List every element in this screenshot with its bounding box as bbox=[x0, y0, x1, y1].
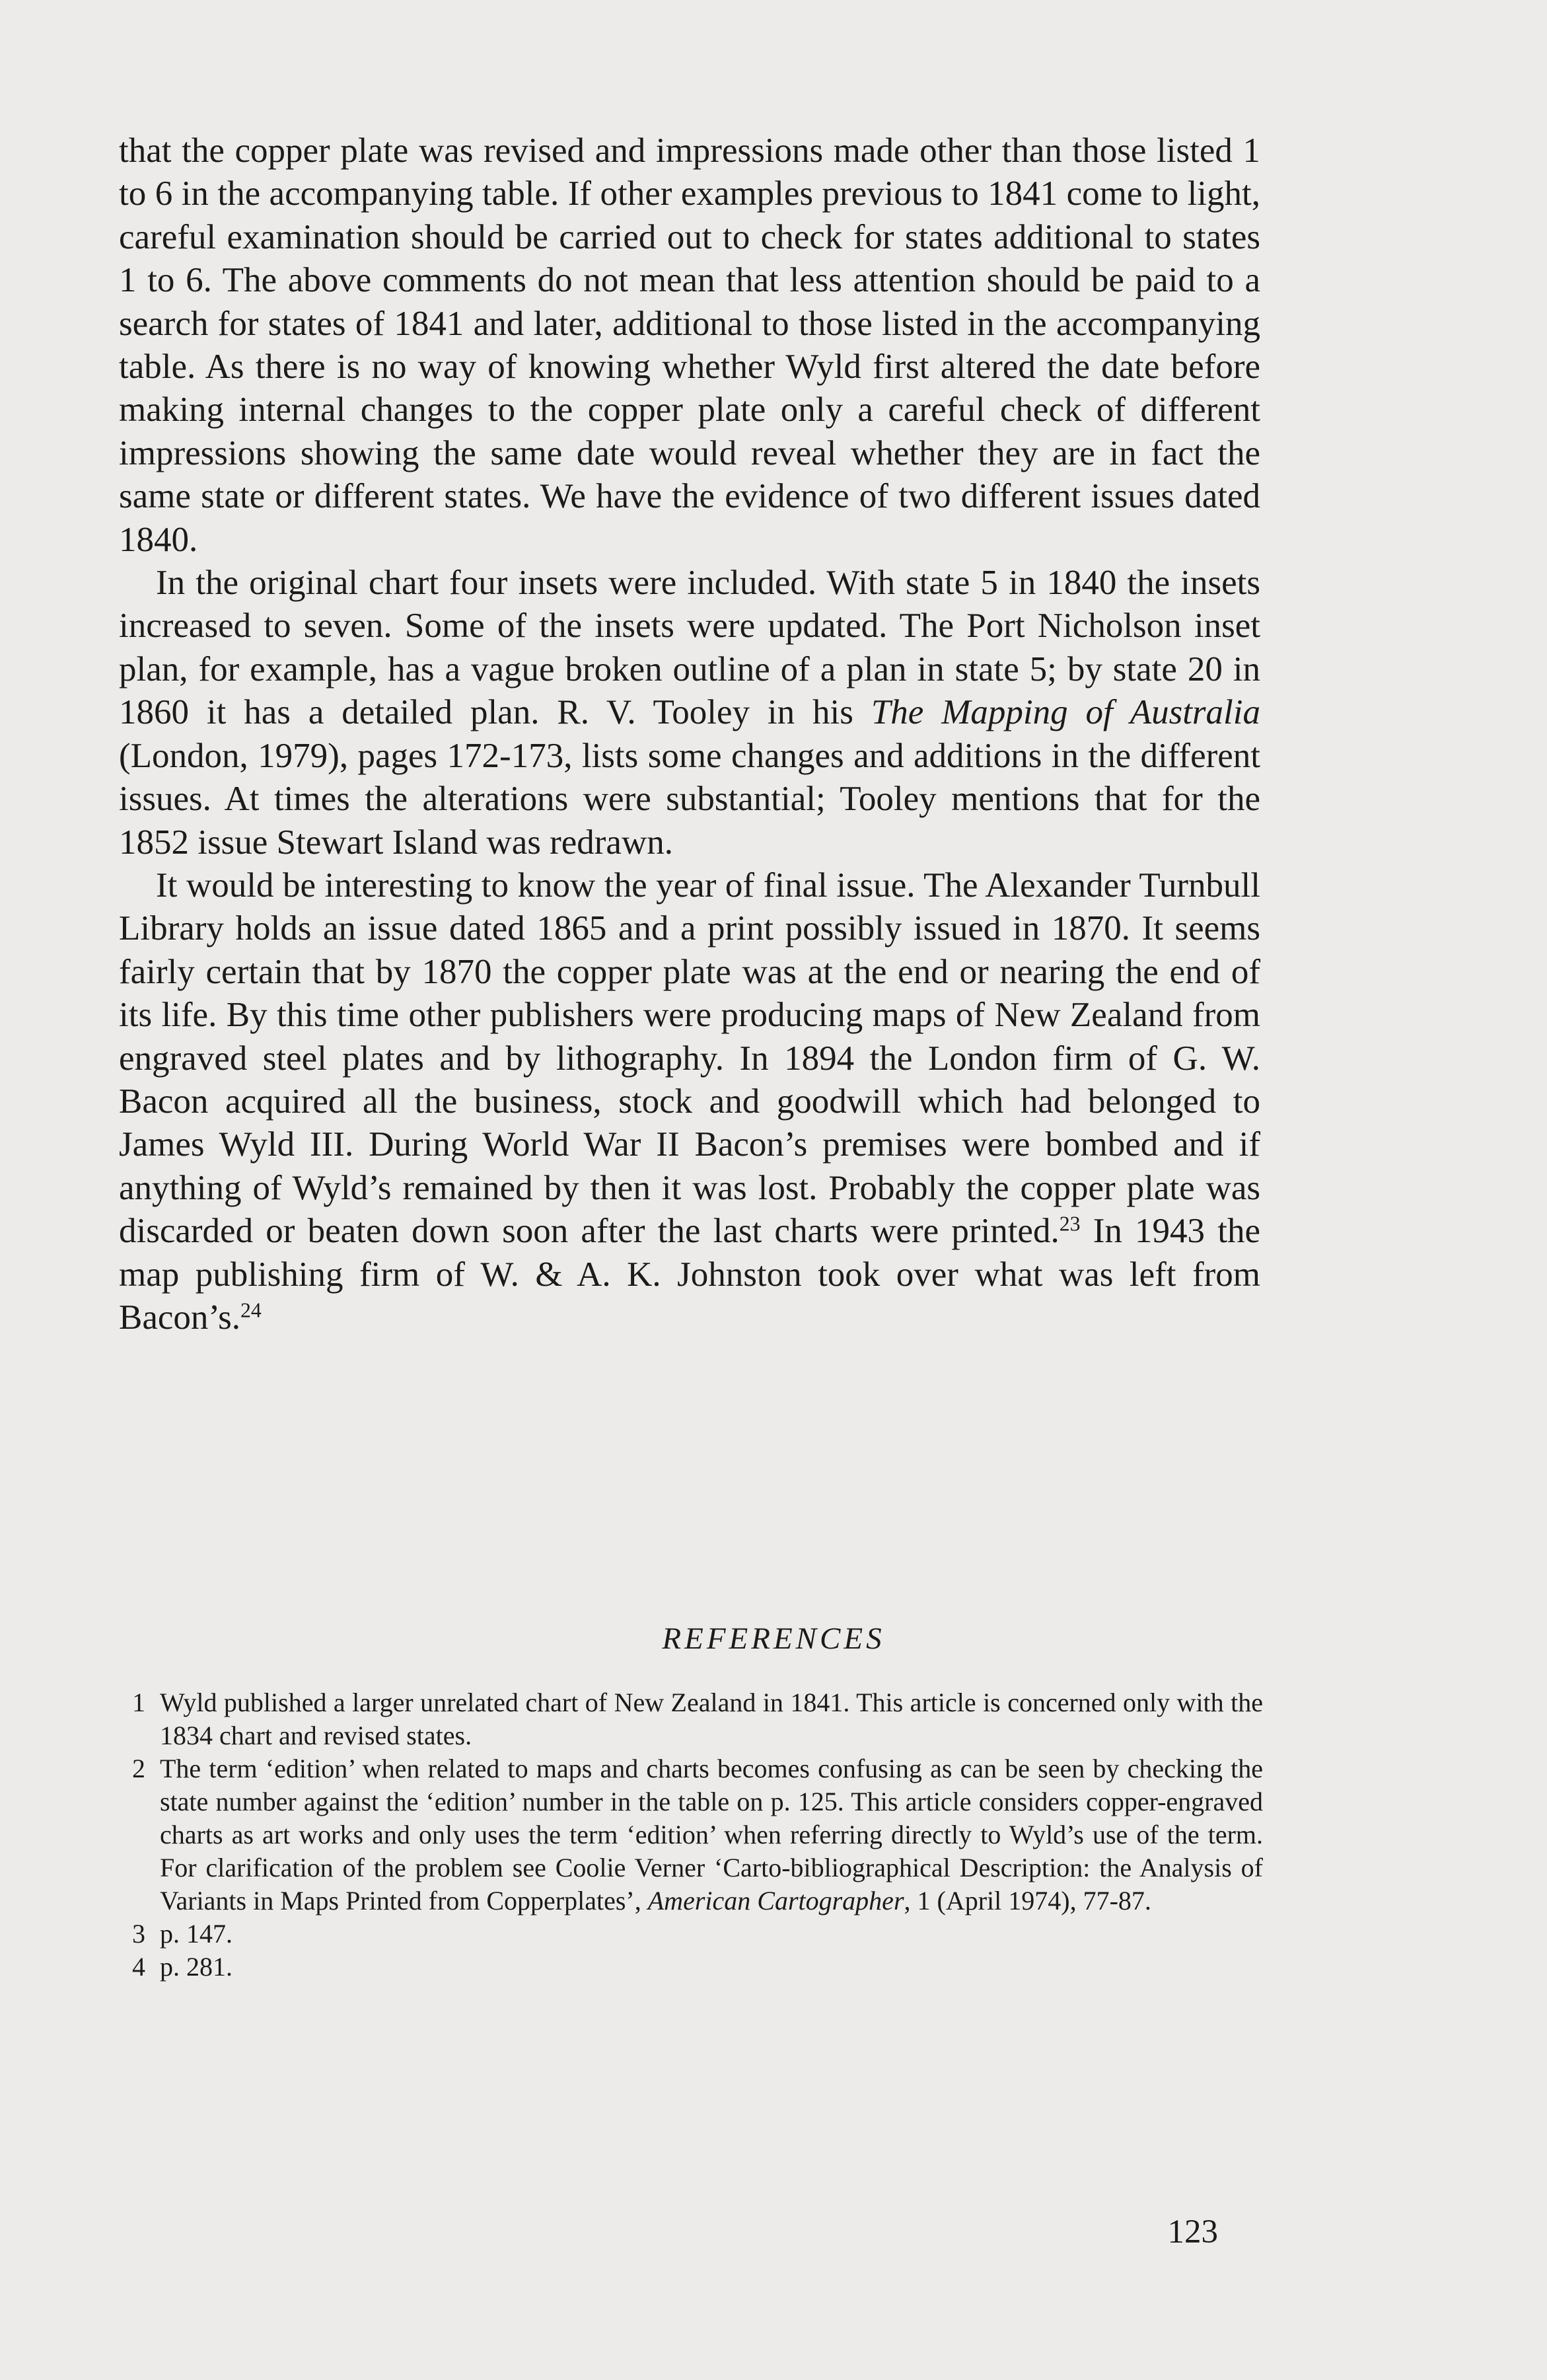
book-title: The Mapping of Australia bbox=[871, 693, 1260, 732]
paragraph-3 bbox=[119, 864, 1260, 1339]
reference-text bbox=[160, 1752, 1263, 1917]
reference-item bbox=[132, 1951, 1263, 1984]
reference-item bbox=[132, 1917, 1263, 1951]
reference-item bbox=[132, 1752, 1263, 1917]
reference-text-before: The term ‘edition’ when related to maps and charts becomes confusing as can be seen by checking the state number against the ‘edition’ number in the table on p. 125. This article considers copper-engraved charts as art works and only uses the term ‘edition’ when referring directly to Wyld’s use of the term. For clarification of the problem see Coolie Verner ‘Carto-bibliographical Description: the Analysis of Variants in Maps Printed from Copperplates’, bbox=[160, 1754, 1263, 1915]
reference-text: p. 147. bbox=[160, 1919, 233, 1949]
reference-number: 2 bbox=[132, 1754, 145, 1783]
reference-text: Wyld published a larger unrelated chart of New Zealand in 1841. This article is concerned only with the 1834 chart and revised states. bbox=[160, 1688, 1263, 1750]
reference-number: 3 bbox=[132, 1919, 145, 1949]
paragraph-3-text-part1: It would be interesting to know the year of final issue. The Alexander Turnbull Library holds an issue dated 1865 and a print possibly issued in 1870. It seems fairly certain that by 1870 the copper plate was at the end or nearing the end of its life. By this time other publishers were producing maps of New Zealand from engraved steel plates and by lithography. In 1894 the London firm of G. W. Bacon acquired all the business, stock and goodwill which had belonged to James Wyld III. During World War II Bacon’s premises were bombed and if anything of Wyld’s remained by then it was lost. Probably the copper plate was discarded or beaten down soon after the last charts were printed. bbox=[119, 866, 1260, 1251]
references-list bbox=[132, 1686, 1263, 1984]
body-text bbox=[119, 130, 1260, 1339]
footnote-marker-24: 24 bbox=[240, 1298, 262, 1322]
paragraph-2-text-before: In the original chart four insets were included. With state 5 in 1840 the insets increased to seven. Some of the insets were updated. The Port Nicholson inset plan, for example, has a vague broken outline of a plan in state 5; by state 20 in 1860 it has a detailed plan. R. V. Tooley in his bbox=[119, 564, 1260, 732]
paragraph-1-text: that the copper plate was revised and impressions made other than those listed 1 to 6 in the accompanying table. If other examples previous to 1841 come to light, careful examination should be carried out to check for states additional to states 1 to 6. The above comments do not mean that less attention should be paid to a search for states of 1841 and later, additional to those listed in the accompanying table. As there is no way of knowing whether Wyld first altered the date before making internal changes to the copper plate only a careful check of different impressions showing the same date would reveal whether they are in fact the same state or different states. We have the evidence of two different issues dated 1840. bbox=[119, 131, 1260, 559]
paragraph-3-text-part2: In 1943 the map publishing firm of W. & A. K. Johnston took over what was left from Bacon’s. bbox=[119, 1212, 1261, 1337]
references-heading: REFERENCES bbox=[662, 1621, 885, 1656]
reference-text: p. 281. bbox=[160, 1952, 233, 1982]
page-number: 123 bbox=[1167, 2213, 1218, 2250]
reference-number: 4 bbox=[132, 1952, 145, 1982]
journal-title: American Cartographer bbox=[647, 1886, 904, 1915]
paragraph-2 bbox=[119, 562, 1260, 864]
paragraph-1 bbox=[119, 130, 1260, 562]
footnote-marker-23: 23 bbox=[1059, 1212, 1081, 1236]
reference-item bbox=[132, 1686, 1263, 1752]
paragraph-2-text-after: (London, 1979), pages 172-173, lists some changes and additions in the different issues. At times the alterations were substantial; Tooley mentions that for the 1852 issue Stewart Island was redrawn. bbox=[119, 736, 1260, 862]
reference-text-after: , 1 (April 1974), 77-87. bbox=[904, 1886, 1151, 1915]
reference-number: 1 bbox=[132, 1688, 145, 1717]
